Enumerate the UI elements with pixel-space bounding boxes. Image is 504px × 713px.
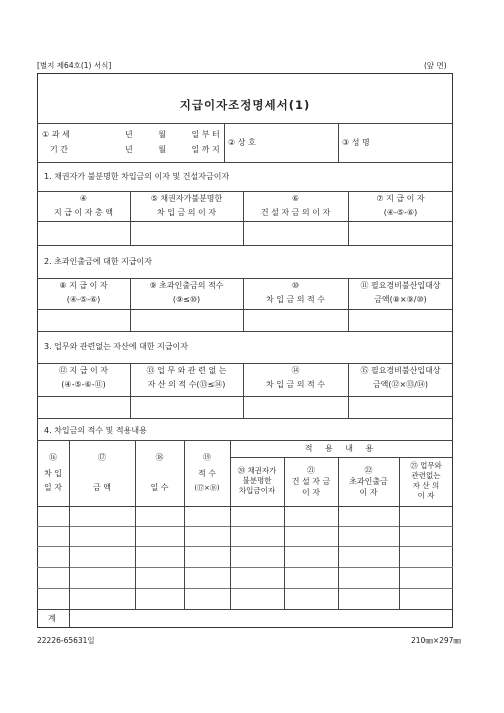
s4-apply3: 초과인출금 — [349, 477, 388, 486]
s4-days-num: ⑱ — [155, 453, 164, 462]
rule — [37, 221, 453, 222]
s4-apply3: 이 자 — [359, 488, 378, 497]
s4-days-label: 일 수 — [150, 483, 169, 492]
rule — [37, 440, 453, 441]
rule — [37, 506, 453, 507]
s2-col4-label: 금액(⑧×⑨/⑩) — [374, 295, 427, 304]
s4-sum-label: 적 수 — [198, 469, 216, 478]
s4-apply4: 이 자 — [417, 491, 435, 500]
rule — [135, 440, 136, 609]
s4-sum-num: ⑲ — [203, 453, 211, 462]
rule — [37, 609, 453, 610]
section1-heading: 1. 채권자가 불분명한 차입금의 이자 및 건설자금이자 — [44, 172, 230, 181]
s3-col1-label: (④-⑤-⑥-⑪) — [61, 380, 106, 389]
s4-apply2: 이 자 — [302, 488, 320, 497]
s1-col2-num: ⑤ 채권자가불분명한 — [150, 194, 223, 203]
s4-apply-label: 적 용 내 용 — [304, 444, 379, 453]
rule — [37, 418, 453, 419]
rule — [69, 440, 70, 628]
s4-apply2-num: ㉑ — [307, 466, 315, 475]
s2-col2-label: (⑨≤⑩) — [172, 295, 201, 304]
s1-col1-num: ④ — [79, 194, 88, 203]
rule — [37, 123, 453, 124]
s2-col1-label: (④-⑤-⑥) — [66, 295, 101, 304]
s3-col2-num: ⑬ 업 무 와 관 련 없 는 — [146, 366, 227, 375]
form-code: [별지 제64호(1) 서식] — [37, 61, 112, 70]
rule — [37, 278, 453, 279]
s4-apply1: 차입금이자 — [238, 486, 276, 495]
rule — [230, 457, 453, 458]
page-side-label: (앞 면) — [424, 61, 447, 70]
name-label: ③ 성 명 — [342, 138, 370, 147]
s4-apply4: 자 산 의 — [412, 481, 440, 490]
rule — [37, 309, 453, 310]
period-to: 년 월 일까지 — [125, 145, 223, 154]
s4-apply4: 관련없는 — [411, 471, 441, 480]
s3-col3-label: 차 입 금 의 적 수 — [265, 380, 326, 389]
s3-col4-num: ⑮ 필요경비불산입대상 — [360, 366, 441, 375]
rule — [37, 331, 453, 332]
s4-date-num: ⑯ — [49, 453, 57, 462]
footer-size: 210㎜×297㎜ — [411, 636, 461, 645]
s3-col2-label: 자 산 의 적 수(⑬≤⑭) — [147, 380, 226, 389]
s1-col4-num: ⑦ 지 급 이 자 — [376, 194, 425, 203]
total-label: 계 — [48, 614, 56, 623]
s4-apply2: 건 설 자 금 — [291, 477, 331, 486]
s1-col4-label: (④-⑤-⑥) — [383, 208, 418, 217]
s4-apply1: 불분명한 — [242, 476, 272, 485]
s2-col3-label: 차 입 금 의 적 수 — [265, 295, 326, 304]
s3-col1-num: ⑫ 지 급 이 자 — [58, 366, 109, 375]
s2-col3-num: ⑩ — [291, 281, 300, 290]
s3-col3-num: ⑭ — [291, 366, 300, 375]
s1-col3-label: 건 설 자 금 의 이 자 — [260, 208, 331, 217]
rule — [37, 245, 453, 246]
period-label: ① 과 세 — [42, 130, 70, 139]
s1-col2-label: 차 입 금 의 이 자 — [156, 208, 217, 217]
rule — [37, 546, 453, 547]
section2-heading: 2. 초과인출금에 대한 지급이자 — [44, 257, 152, 266]
rule — [224, 123, 225, 162]
s4-apply4: ㉓ 업무와 — [410, 461, 442, 470]
s4-sum-formula: (⑰×⑱) — [194, 484, 220, 492]
form-title: 지급이자조정명세서(1) — [179, 98, 311, 112]
rule — [37, 191, 453, 192]
s3-col4-label: 금액(⑫×⑬/⑭) — [372, 380, 429, 389]
s4-date-label: 일 자 — [44, 483, 62, 492]
s2-col1-num: ⑧ 지 급 이 자 — [59, 281, 108, 290]
section4-heading: 4. 차입금의 적수 및 적용내용 — [44, 426, 147, 435]
rule — [37, 363, 453, 364]
section3-heading: 3. 업무와 관련없는 자산에 대한 지급이자 — [44, 342, 188, 351]
rule — [37, 567, 453, 568]
period-from: 년 월 일부터 — [125, 130, 223, 139]
s2-col2-num: ⑨ 초과인출금의 적수 — [149, 281, 224, 290]
s4-date-label: 차 입 — [44, 469, 62, 478]
rule — [37, 396, 453, 397]
s2-col4-num: ⑪ 필요경비불산입대상 — [360, 281, 441, 290]
s1-col1-label: 지 급 이 자 총 액 — [53, 208, 114, 217]
s4-apply3-num: ㉒ — [364, 466, 373, 475]
rule — [37, 588, 453, 589]
s4-apply1: ⑳ 채권자가 — [237, 466, 277, 475]
company-label: ② 상 호 — [228, 138, 256, 147]
rule — [37, 526, 453, 527]
rule — [338, 123, 339, 162]
rule — [37, 162, 453, 163]
footer-code: 22226-65631일 — [37, 636, 95, 645]
s4-amount-label: 금 액 — [93, 483, 111, 492]
s1-col3-num: ⑥ — [291, 194, 300, 203]
period-label: 기 간 — [50, 145, 68, 154]
s4-amount-num: ⑰ — [98, 453, 106, 462]
rule — [184, 440, 185, 609]
